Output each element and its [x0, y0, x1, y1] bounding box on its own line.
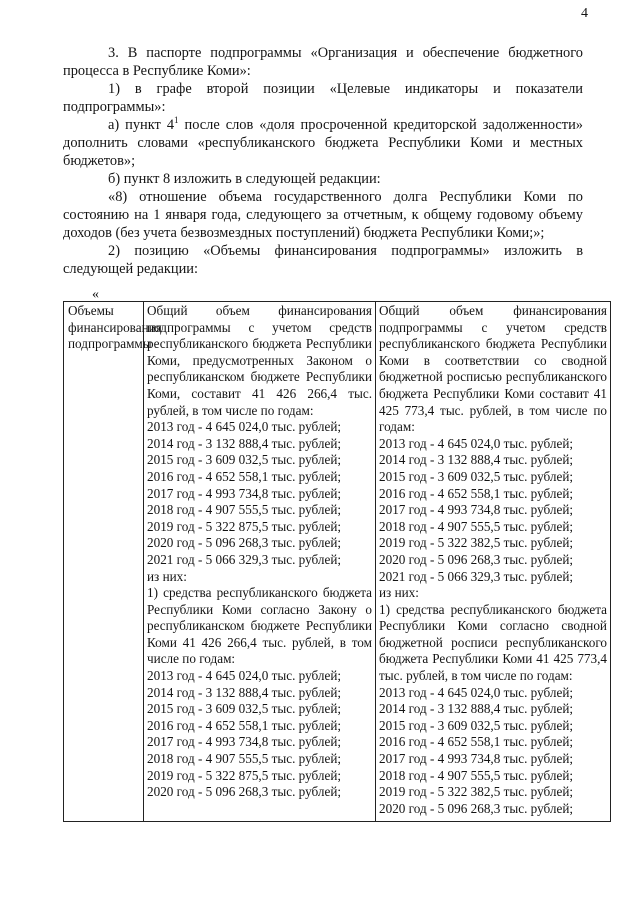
new-of-which: из них:: [379, 585, 419, 601]
paragraph-point-8-text: «8) отношение объема государственного долга Республики Коми по состоянию на 1 января года, следующего за отчетным, к общему годовому объему доходов (без учета безвозмездных поступлений) бюджета Республики Коми;»;: [63, 189, 583, 241]
paragraph-item-1: 1) в графе второй позиции «Целевые индикаторы и показатели подпрограммы»:: [63, 81, 583, 115]
new-year-line: 2020 год - 5 096 268,3 тыс. рублей;: [379, 551, 574, 567]
new-year-line: 2016 год - 4 652 558,1 тыс. рублей;: [379, 485, 574, 501]
new-year-line: 2013 год - 4 645 024,0 тыс. рублей;: [379, 435, 574, 451]
new-edition-cell: [376, 302, 611, 822]
new-source-year-line: 2017 год - 4 993 734,8 тыс. рублей;: [379, 751, 574, 767]
old-year-line: 2020 год - 5 096 268,3 тыс. рублей;: [147, 535, 342, 551]
new-intro: Общий объем финансирования подпрограммы с учетом средств республиканского бюджета Республики Коми в соответствии со сводной бюджетной росписью республиканского бюджета Республики Коми составит 41 425 773,4 тыс. рублей, в том числе по годам:: [379, 303, 607, 435]
new-source-year-line: 2018 год - 4 907 555,5 тыс. рублей;: [379, 767, 574, 783]
old-year-line: 2014 год - 3 132 888,4 тыс. рублей;: [147, 435, 342, 451]
label-cell: [64, 302, 162, 822]
table-row: [64, 302, 611, 822]
new-source-year-line: 2020 год - 5 096 268,3 тыс. рублей;: [379, 800, 574, 816]
old-source-text: 1) средства республиканского бюджета Республики Коми согласно Закону о республиканском бюджете Республики Коми 41 426 266,4 тыс. рублей, в том числе по годам:: [147, 585, 372, 667]
paragraph-section-3: 3. В паспорте подпрограммы «Организация и обеспечение бюджетного процесса в Республике Коми»:: [63, 45, 583, 79]
financing-table: [63, 301, 611, 822]
old-year-line: 2016 год - 4 652 558,1 тыс. рублей;: [147, 468, 342, 484]
label-text: Объемы финансирования подпрограммы: [68, 303, 162, 352]
new-source-year-line: 2015 год - 3 609 032,5 тыс. рублей;: [379, 717, 574, 733]
old-of-which: из них:: [147, 568, 187, 584]
new-source-year-line: 2016 год - 4 652 558,1 тыс. рублей;: [379, 734, 574, 750]
new-year-line: 2014 год - 3 132 888,4 тыс. рублей;: [379, 452, 574, 468]
old-source-year-line: 2015 год - 3 609 032,5 тыс. рублей;: [147, 701, 342, 717]
old-source-year-line: 2014 год - 3 132 888,4 тыс. рублей;: [147, 684, 342, 700]
old-source-year-line: 2016 год - 4 652 558,1 тыс. рублей;: [147, 717, 342, 733]
old-source-year-line: 2020 год - 5 096 268,3 тыс. рублей;: [147, 784, 342, 800]
old-year-line: 2013 год - 4 645 024,0 тыс. рублей;: [147, 419, 342, 435]
paragraph-item-b: б) пункт 8 изложить в следующей редакции:: [108, 171, 381, 187]
old-intro: Общий объем финансирования подпрограммы с учетом средств республиканского бюджета Республики Коми, предусмотренных Законом о республиканском бюджете Республики Коми, составит 41 426 266,4 тыс. рублей, в том числе по годам:: [147, 303, 372, 418]
item-a-prefix: а) пункт 4: [108, 117, 175, 133]
old-year-line: 2015 год - 3 609 032,5 тыс. рублей;: [147, 452, 342, 468]
item-a-superscript: 1: [174, 115, 179, 126]
new-year-line: 2019 год - 5 322 382,5 тыс. рублей;: [379, 535, 574, 551]
paragraph-item-2: 2) позицию «Объемы финансирования подпрограммы» изложить в следующей редакции:: [63, 243, 583, 277]
new-source-year-line: 2013 год - 4 645 024,0 тыс. рублей;: [379, 684, 574, 700]
page-number: 4: [581, 6, 588, 21]
document-body: [63, 44, 583, 278]
old-year-line: 2021 год - 5 066 329,3 тыс. рублей;: [147, 551, 342, 567]
opening-quote: «: [92, 287, 99, 302]
paragraph-item-a: [63, 116, 583, 170]
old-source-year-line: 2018 год - 4 907 555,5 тыс. рублей;: [147, 751, 342, 767]
new-source-year-line: 2019 год - 5 322 382,5 тыс. рублей;: [379, 784, 574, 800]
new-year-line: 2017 год - 4 993 734,8 тыс. рублей;: [379, 502, 574, 518]
old-source-year-line: 2019 год - 5 322 875,5 тыс. рублей;: [147, 767, 342, 783]
new-source-text: 1) средства республиканского бюджета Республики Коми согласно сводной бюджетной росписи республиканского бюджета Республики Коми 41 425 773,4 тыс. рублей, в том числе по годам:: [379, 601, 607, 684]
item-a-rest: после слов «доля просроченной кредиторской задолженности» дополнить словами «республиканского бюджета Республики Коми и местных бюджетов»;: [63, 117, 583, 169]
new-year-line: 2015 год - 3 609 032,5 тыс. рублей;: [379, 468, 574, 484]
new-year-line: 2021 год - 5 066 329,3 тыс. рублей;: [379, 568, 574, 584]
old-year-line: 2018 год - 4 907 555,5 тыс. рублей;: [147, 502, 342, 518]
old-source-year-line: 2013 год - 4 645 024,0 тыс. рублей;: [147, 668, 342, 684]
new-source-year-line: 2014 год - 3 132 888,4 тыс. рублей;: [379, 701, 574, 717]
old-year-line: 2017 год - 4 993 734,8 тыс. рублей;: [147, 485, 342, 501]
old-year-line: 2019 год - 5 322 875,5 тыс. рублей;: [147, 518, 342, 534]
old-source-year-line: 2017 год - 4 993 734,8 тыс. рублей;: [147, 734, 342, 750]
new-year-line: 2018 год - 4 907 555,5 тыс. рублей;: [379, 518, 574, 534]
old-edition-cell: [144, 302, 376, 822]
